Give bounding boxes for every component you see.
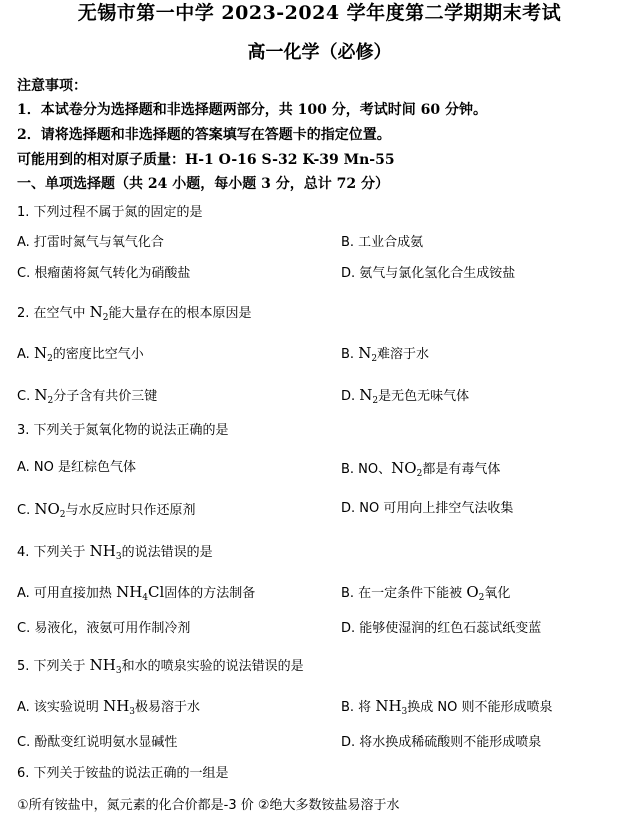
question-4-option-c: C. 易液化，液氨可用作制冷剂 bbox=[17, 621, 191, 636]
question-5-option-a: A. 该实验说明 $NH_3$极易溶于水 bbox=[17, 697, 201, 717]
question-1-option-b: B. 工业合成氨 bbox=[341, 235, 424, 250]
notes-item-1: 1．本试卷分为选择题和非选择题两部分，共 100 分，考试时间 60 分钟。 bbox=[17, 102, 487, 118]
question-5-option-b: B. 将 $NH_3$换成 NO 则不能形成喷泉 bbox=[341, 697, 553, 717]
question-2-option-c: C. $N_2$分子含有共价三键 bbox=[17, 386, 158, 406]
question-4-option-a: A. 可用直接加热 $NH_4Cl$固体的方法制备 bbox=[17, 583, 256, 603]
question-2-stem: 2. 在空气中 $N_2$能大量存在的根本原因是 bbox=[17, 303, 252, 323]
question-4-option-b: B. 在一定条件下能被 $O_2$氧化 bbox=[341, 583, 511, 603]
exam-title: 无锡市第一中学 2023-2024 学年度第二学期期末考试 bbox=[77, 2, 562, 24]
question-6-statements-partial: ①所有铵盐中，氮元素的化合价都是-3 价 ②绝大多数铵盐易溶于水 bbox=[17, 798, 400, 813]
question-5-option-d: D. 将水换成稀硫酸则不能形成喷泉 bbox=[341, 735, 542, 750]
notes-item-2: 2．请将选择题和非选择题的答案填写在答题卡的指定位置。 bbox=[17, 127, 391, 143]
question-2-option-b: B. $N_2$难溶于水 bbox=[341, 344, 430, 364]
section-heading: 一、单项选择题（共 24 小题，每小题 3 分，总计 72 分） bbox=[17, 176, 389, 192]
question-3-option-d: D. NO 可用向上排空气法收集 bbox=[341, 501, 514, 516]
question-2-option-a: A. $N_2$的密度比空气小 bbox=[17, 344, 144, 364]
question-3-option-c: C. $NO_2$与水反应时只作还原剂 bbox=[17, 500, 196, 520]
question-3-option-a: A. NO 是红棕色气体 bbox=[17, 460, 137, 475]
question-5-stem: 5. 下列关于 $NH_3$和水的喷泉实验的说法错误的是 bbox=[17, 656, 304, 676]
question-4-option-d: D. 能够使湿润的红色石蕊试纸变蓝 bbox=[341, 621, 542, 636]
question-3-stem: 3. 下列关于氮氧化物的说法正确的是 bbox=[17, 423, 229, 438]
question-2-option-d: D. $N_2$是无色无味气体 bbox=[341, 386, 470, 406]
atomic-masses: 可能用到的相对原子质量：H-1 O-16 S-32 K-39 Mn-55 bbox=[17, 152, 395, 168]
question-5-option-c: C. 酚酞变红说明氨水显碱性 bbox=[17, 735, 178, 750]
formula-n2: $N_2$ bbox=[89, 303, 109, 323]
question-1-option-c: C. 根瘤菌将氮气转化为硝酸盐 bbox=[17, 266, 191, 281]
question-1-option-d: D. 氨气与氯化氢化合生成铵盐 bbox=[341, 266, 516, 281]
question-3-option-b: B. NO、$NO_2$都是有毒气体 bbox=[341, 459, 501, 479]
notes-heading: 注意事项： bbox=[17, 78, 87, 94]
question-4-stem: 4. 下列关于 $NH_3$的说法错误的是 bbox=[17, 542, 213, 562]
question-1-option-a: A. 打雷时氮气与氧气化合 bbox=[17, 235, 164, 250]
exam-subtitle: 高一化学（必修） bbox=[247, 42, 392, 63]
question-6-stem: 6. 下列关于铵盐的说法正确的一组是 bbox=[17, 766, 229, 781]
question-1-stem: 1. 下列过程不属于氮的固定的是 bbox=[17, 205, 203, 220]
